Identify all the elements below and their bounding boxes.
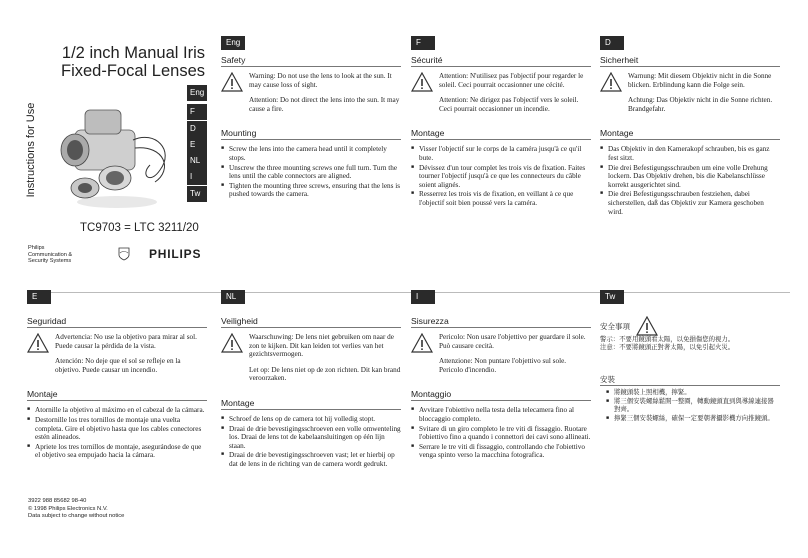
mounting-list <box>600 145 780 216</box>
list-item: ■ Tighten the mounting three screws, ensuring that the lens is pushed towards the camera. <box>229 182 401 199</box>
section-i <box>411 316 591 461</box>
cover-title-line1: 1/2 inch Manual Iris <box>61 44 205 62</box>
side-tab-e[interactable]: E <box>187 137 207 153</box>
divider <box>411 66 591 67</box>
divider <box>411 400 591 401</box>
warning-block <box>411 72 591 120</box>
mounting-title: Montaje <box>27 389 58 400</box>
warning-icon <box>27 333 49 353</box>
section-title: Sicherheit <box>600 55 639 65</box>
warning-block <box>411 333 591 381</box>
section-title: Safety <box>221 55 246 65</box>
side-tab-tw[interactable]: Tw <box>187 186 207 202</box>
list-item: ■ Schroef de lens op de camera tot hij volledig stopt. <box>229 415 401 424</box>
attention-text: Attention: Ne dirigez pas l'objectif vers le soleil. Ceci pourrait occasionner un incendie. <box>439 96 579 113</box>
footer-line3: Data subject to change without notice <box>28 513 125 519</box>
mounting-list <box>600 389 780 423</box>
warning-icon <box>411 333 433 353</box>
list-item: ■ Serrare le tre viti di fissaggio, controllando che l'obiettivo venga spinto verso la macchina fotografica. <box>419 443 591 460</box>
list-item: ■ Dévissez d'un tour complet les trois vis de fixation. Faites tourner l'objectif jusqu'à ce que les connecteurs du câble soient alignés. <box>419 164 591 190</box>
divider <box>221 327 401 328</box>
tab-e[interactable]: E <box>27 290 51 304</box>
attention-text: 注意：不要將鏡頭正對著太陽，以免引起火災。 <box>600 344 735 351</box>
list-item: ■ Resserrez les trois vis de fixation, en veillant à ce que l'objectif soit bien poussé vers la caméra. <box>419 190 591 207</box>
tab-d[interactable]: D <box>600 36 624 50</box>
attention-text: Achtung: Das Objektiv nicht in die Sonne richten. Brandgefahr. <box>628 96 773 113</box>
mounting-list <box>221 145 401 199</box>
warning-icon <box>221 333 243 353</box>
list-item: ■ Apriete los tres tornillos de montaje, asegurándose de que el objetivo sea empujado hacia la cámara. <box>35 443 207 460</box>
footer-notes <box>28 498 124 521</box>
tab-eng[interactable]: Eng <box>221 36 245 50</box>
footer-line2: © 1998 Philips Electronics N.V. <box>28 505 108 512</box>
warning-icon <box>600 72 622 92</box>
divider <box>600 139 780 140</box>
list-item: ■ Die drei Befestigungsschrauben um eine volle Drehung lockern. Das Objektiv drehen, bis die Kabelanschlüsse korrekt ausgerichtet sind. <box>608 164 780 190</box>
company-name <box>28 245 72 265</box>
company-line1: Philips <box>28 245 45 251</box>
section-e <box>27 316 207 461</box>
list-item: ■ Das Objektiv in den Kamerakopf schrauben, bis es ganz fest sitzt. <box>608 145 780 162</box>
list-item: ■ Atornille la objetivo al máximo en el cabezal de la cámara. <box>35 406 207 415</box>
mounting-list <box>221 415 401 469</box>
list-item: ■ Avvitare l'obiettivo nella testa della telecamera fino al bloccaggio completo. <box>419 406 591 423</box>
instructions-label: Instructions for Use <box>25 102 37 198</box>
mounting-title: 安裝 <box>600 375 615 384</box>
divider <box>221 66 401 67</box>
footer-line1: 3922 988 85682 98-40 <box>28 498 87 504</box>
section-title: 安全事項 <box>600 321 630 331</box>
list-item: ■ Draai de drie bevestigingsschroeven een volle omwenteling los. Draai de lens tot de kabelaansluitingen op één lijn staan. <box>229 425 401 451</box>
list-item: ■ Unscrew the three mounting screws one full turn. Turn the lens until the cable connectors are aligned. <box>229 164 401 181</box>
mounting-list <box>411 145 591 207</box>
list-item: ■ Destornille los tres tornillos de montaje una vuelta completa. Gire el objetivo hasta que los cables conectores estén alineados. <box>35 416 207 442</box>
side-tab-nl[interactable]: NL <box>187 153 207 169</box>
section-eng <box>221 55 401 200</box>
warning-text: Attention: N'utilisez pas l'objectif pour regarder le soleil. Ceci pourrait occasionner une cécité. <box>439 72 584 89</box>
philips-logo: PHILIPS <box>149 247 202 261</box>
list-item: ■ Die drei Befestigungsschrauben festziehen, dabei sicherstellen, daß das Objektiv zur Kamera geschoben wird. <box>608 190 780 216</box>
side-tab-i[interactable]: I <box>187 169 207 185</box>
mounting-list <box>27 406 207 460</box>
list-item: ■ Visser l'objectif sur le corps de la caméra jusqu'à ce qu'il bute. <box>419 145 591 162</box>
section-title: Seguridad <box>27 316 67 326</box>
safety-header <box>600 316 780 336</box>
divider <box>600 385 780 386</box>
section-title: Sisurezza <box>411 316 449 326</box>
divider <box>411 327 591 328</box>
list-item: ■ 將三個安裝螺絲鬆開一整圈，轉動鏡頭直到與導線連接器對齊。 <box>614 398 780 414</box>
warning-text: Advertencia: No use la objetivo para mirar al sol. Puede causar la pérdida de la vista. <box>55 333 197 350</box>
warning-block <box>600 72 780 120</box>
attention-text: Attention: Do not direct the lens into the sun. It may cause a fire. <box>249 96 400 113</box>
mounting-list <box>411 406 591 460</box>
section-title: Sécurité <box>411 55 443 65</box>
list-item: ■ Svitare di un giro completo le tre viti di fissaggio. Ruotare l'obiettivo fino a quando i connettori dei cavi sono allineati. <box>419 425 591 442</box>
warning-block <box>221 72 401 120</box>
section-tw <box>600 316 780 424</box>
model-number: TC9703 = LTC 3211/20 <box>80 222 199 234</box>
mounting-title: Montage <box>600 128 634 139</box>
company-line2: Communication & <box>28 251 73 258</box>
warning-text: Warning: Do not use the lens to look at the sun. It may cause loss of sight. <box>249 72 392 89</box>
warning-text: Waarschuwing: De lens niet gebruiken om naar de zon te kijken. Dit kan leiden tot verlies van het gezichtsvermogen. <box>249 333 394 359</box>
tab-i[interactable]: I <box>411 290 435 304</box>
attention-text: Attenzione: Non puntare l'objettivo sul sole. Pericolo d'incendio. <box>439 357 567 374</box>
tab-f[interactable]: F <box>411 36 435 50</box>
section-nl <box>221 316 401 470</box>
side-tab-d[interactable]: D <box>187 121 207 137</box>
lens-illustration <box>55 90 185 210</box>
cover-title <box>20 44 205 80</box>
divider <box>27 400 207 401</box>
side-tab-eng[interactable]: Eng <box>187 85 207 101</box>
mounting-title: Montage <box>221 397 255 408</box>
tab-nl[interactable]: NL <box>221 290 245 304</box>
attention-text: Let op: De lens niet op de zon richten. Dit kan brand veroorzaken. <box>249 365 401 383</box>
list-item: ■ 將鏡頭裝上照相機，擰緊。 <box>614 389 780 397</box>
section-title: Veiligheid <box>221 316 258 326</box>
section-d <box>600 55 780 217</box>
mounting-title: Montaggio <box>411 389 452 400</box>
attention-text: Atención: No deje que el sol se refleje en la objetivo. Puede causar un incendio. <box>55 357 181 374</box>
list-item: ■ 擰緊三個安裝螺絲，確保一定要朝著攝影機方向推鏡頭。 <box>614 415 780 423</box>
mounting-title: Montage <box>411 128 445 139</box>
warning-text: Warnung: Mit diesem Objektiv nicht in die Sonne blicken. Erblindung kann die Folge sein. <box>628 72 772 89</box>
tab-tw[interactable]: Tw <box>600 290 624 304</box>
philips-shield-icon <box>118 247 130 261</box>
divider <box>221 409 401 410</box>
divider <box>411 139 591 140</box>
fold-divider <box>27 292 790 293</box>
list-item: ■ Draai de drie bevestigingsschroeven vast; let er hierbij op dat de lens in de richting van de camera wordt gedrukt. <box>229 451 401 468</box>
warning-icon <box>411 72 433 92</box>
cover-title-line2: Fixed-Focal Lenses <box>61 62 205 80</box>
warning-block <box>221 333 401 390</box>
company-line3: Security Systems <box>28 258 72 264</box>
warning-icon <box>221 72 243 92</box>
warning-text: 警示：不要用鏡頭看太陽，以免損傷您的視力。 <box>600 336 735 343</box>
mounting-title: Mounting <box>221 128 257 139</box>
divider <box>27 327 207 328</box>
warning-text: Pericolo: Non usare l'objettivo per guardare il sole. Può causare cecità. <box>439 333 586 350</box>
divider <box>600 66 780 67</box>
side-tab-f[interactable]: F <box>187 104 207 120</box>
list-item: ■ Screw the lens into the camera head until it completely stops. <box>229 145 401 162</box>
divider <box>221 139 401 140</box>
warning-block <box>27 333 207 381</box>
warning-icon <box>636 316 658 336</box>
section-f <box>411 55 591 209</box>
